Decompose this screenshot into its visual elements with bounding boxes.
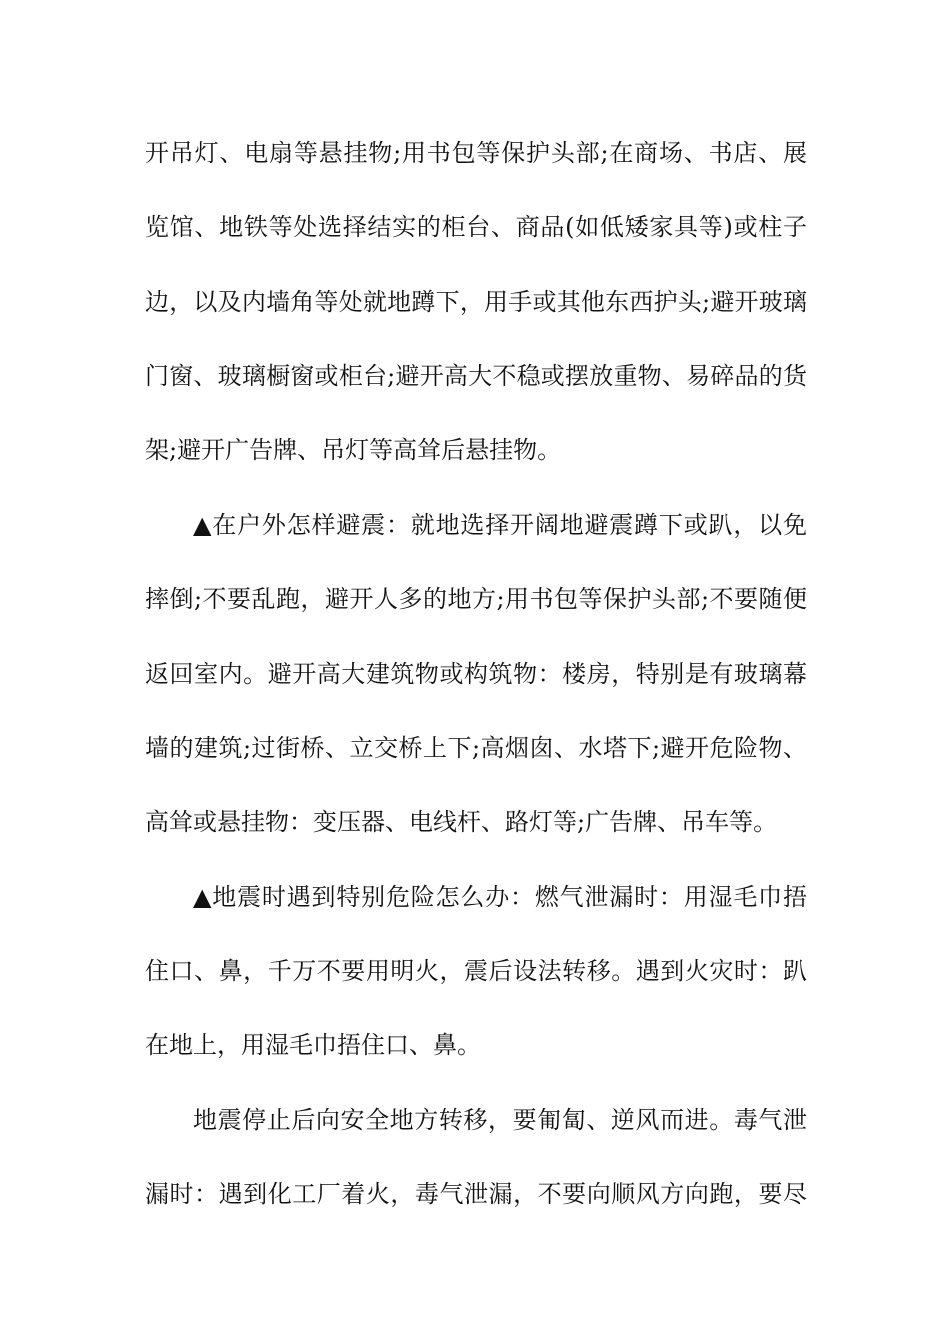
text-line: 高耸或悬挂物：变压器、电线杆、路灯等;广告牌、吊车等。 [145,808,778,836]
text-line: 开吊灯、电扇等悬挂物;用书包等保护头部;在商场、书店、展 [145,139,807,167]
text-line: 在地上，用湿毛巾捂住口、鼻。 [145,1031,481,1059]
text-line: 览馆、地铁等处选择结实的柜台、商品(如低矮家具等)或柱子 [145,213,807,241]
text-line: 住口、鼻，千万不要用明火，震后设法转移。遇到火灾时：趴 [145,957,807,985]
text-line: 漏时：遇到化工厂着火，毒气泄漏，不要向顺风方向跑，要尽 [145,1180,807,1208]
text-line: 边，以及内墙角等处就地蹲下，用手或其他东西护头;避开玻璃 [145,288,807,316]
paragraph-first-line: 地震停止后向安全地方转移，要匍匐、逆风而进。毒气泄 [193,1106,807,1134]
text-line: 门窗、玻璃橱窗或柜台;避开高大不稳或摆放重物、易碎品的货 [145,362,807,390]
paragraph-first-line: ▲地震时遇到特别危险怎么办：燃气泄漏时：用湿毛巾捂 [193,883,807,911]
paragraph-first-line: ▲在户外怎样避震：就地选择开阔地避震蹲下或趴，以免 [193,511,807,539]
text-line: 摔倒;不要乱跑，避开人多的地方;用书包等保护头部;不要随便 [145,585,807,613]
text-line: 架;避开广告牌、吊灯等高耸后悬挂物。 [145,436,562,464]
text-line: 返回室内。避开高大建筑物或构筑物：楼房，特别是有玻璃幕 [145,660,807,688]
text-line: 墙的建筑;过街桥、立交桥上下;高烟囱、水塔下;避开危险物、 [145,734,807,762]
